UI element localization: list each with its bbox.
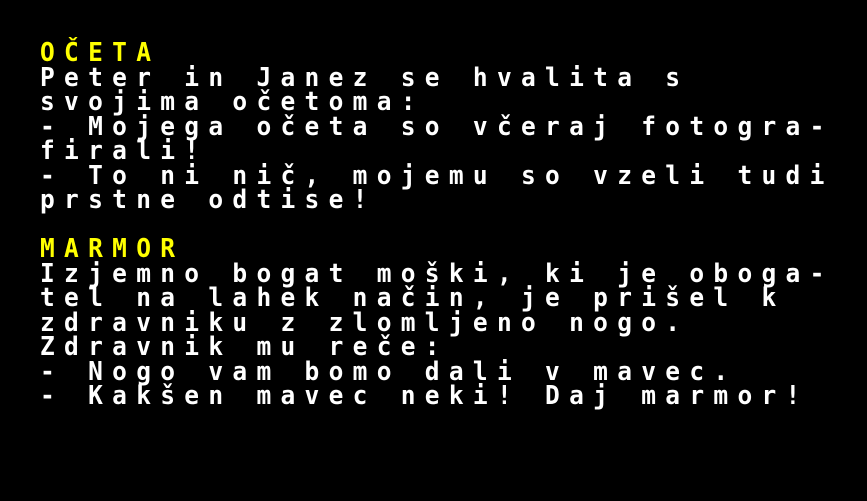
joke-title: OČETA [40, 36, 161, 68]
joke-line: Peter in Janez se hvalita s [40, 61, 690, 92]
joke-line: tel na lahek način, je prišel k [40, 281, 786, 313]
joke-line: prstne odtise! [40, 183, 377, 215]
joke-line: Izjemno bogat moški, ki je oboga- [40, 257, 834, 288]
joke-line: - Nogo vam bomo dali v mavec. [40, 355, 738, 386]
joke-line: - Mojega očeta so včeraj fotogra- [40, 110, 834, 141]
joke-line: zdravniku z zlomljeno nogo. [40, 306, 690, 337]
joke-line: - To ni nič, mojemu so vzeli tudi [40, 159, 834, 190]
joke-title: MARMOR [40, 232, 185, 264]
joke-line: - Kakšen mavec neki! Daj marmor! [40, 379, 810, 411]
teletext-page [40, 36, 867, 411]
joke-line: firali! [40, 134, 209, 166]
joke-line: svojima očetoma: [40, 85, 425, 117]
joke-line: Zdravnik mu reče: [40, 330, 449, 362]
